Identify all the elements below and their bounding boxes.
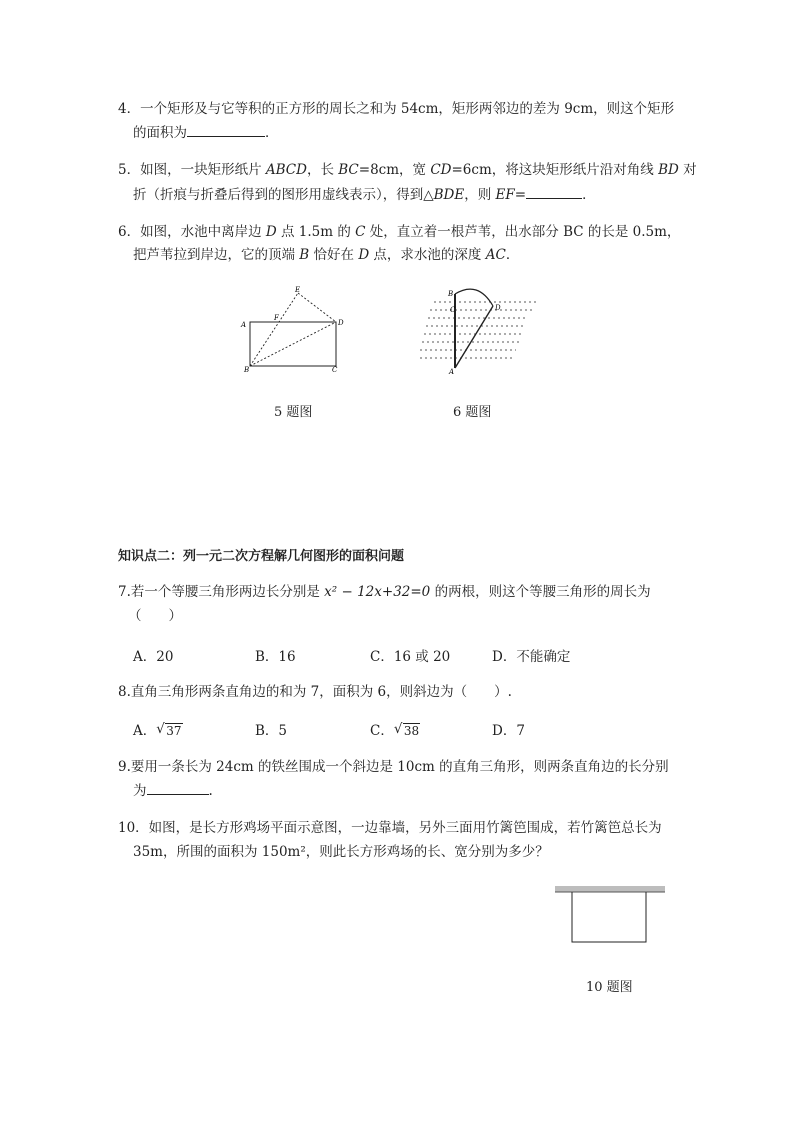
q7-option-a[interactable]: A．20 — [133, 649, 174, 665]
label-b: B — [244, 366, 250, 374]
answer-blank[interactable] — [147, 780, 209, 795]
figure-10-caption: 10 题图 — [586, 980, 633, 995]
label-d: D — [338, 319, 344, 327]
label-a: A — [449, 368, 455, 376]
figure-5 — [238, 286, 348, 378]
label-a: A — [241, 321, 247, 329]
q8-option-a[interactable]: A． √ 37 — [133, 721, 182, 739]
q5-line1: 5．如图，一块矩形纸片 ABCD，长 BC=8cm，宽 CD=6cm，将这块矩形纸片沿对角线 BD 对 — [118, 162, 697, 178]
q5-line2: 折（折痕与折叠后得到的图形用虚线表示），得到△BDE，则 EF= ． — [133, 184, 596, 205]
q7-line2: （ ） — [128, 608, 182, 624]
sqrt-symbol: √ 38 — [393, 721, 420, 738]
q8-text: 8.直角三角形两条直角边的和为 7，面积为 6，则斜边为（ ）. — [118, 684, 512, 700]
q4-line1: 4．一个矩形及与它等积的正方形的周长之和为 54cm，矩形两邻边的差为 9cm，则这个矩形 — [118, 101, 675, 117]
q6-line2: 把芦苇拉到岸边，它的顶端 B 恰好在 D 点，求水池的深度 AC． — [133, 247, 520, 263]
q6-line1: 6．如图，水池中离岸边 D 点 1.5m 的 C 处，直立着一根芦苇，出水部分 BC 的长是 0.5m， — [118, 224, 681, 240]
q7-line1: 7.若一个等腰三角形两边长分别是 x² − 12x+32=0 的两根，则这个等腰三角形的周长为 — [118, 584, 651, 600]
q10-line1: 10．如图，是长方形鸡场平面示意图，一边靠墙，另外三面用竹篱笆围成，若竹篱笆总长为 — [118, 820, 662, 836]
reed-arc — [455, 289, 493, 306]
label-f: F — [274, 314, 279, 322]
q8-option-d[interactable]: D．7 — [492, 723, 525, 739]
q7-option-d[interactable]: D．不能确定 — [492, 649, 571, 665]
section-heading: 知识点二：列一元二次方程解几何图形的面积问题 — [118, 549, 405, 564]
q8-option-c[interactable]: C． √ 38 — [370, 721, 420, 739]
q4-line2: 的面积为 ． — [133, 122, 279, 143]
label-b: B — [448, 290, 454, 298]
fence — [572, 892, 646, 942]
figure-5-caption: 5 题图 — [274, 405, 313, 420]
q7-option-b[interactable]: B．16 — [255, 649, 296, 665]
q7-option-c[interactable]: C．16 或 20 — [370, 649, 451, 665]
figure-6-caption: 6 题图 — [453, 405, 492, 420]
label-c: C — [450, 306, 456, 314]
figure-6 — [416, 284, 542, 376]
answer-blank[interactable] — [187, 122, 265, 137]
label-d: D — [495, 304, 501, 312]
wall — [555, 886, 665, 892]
label-c: C — [332, 366, 338, 374]
reed-ad — [455, 306, 493, 368]
fold-ed — [298, 293, 336, 322]
q8-option-b[interactable]: B．5 — [255, 723, 288, 739]
sqrt-symbol: √ 37 — [156, 721, 182, 738]
q9-line1: 9.要用一条长为 24cm 的铁丝围成一个斜边是 10cm 的直角三角形，则两条直角边的长分别 — [118, 759, 669, 775]
figure-10 — [553, 882, 667, 946]
diagonal-bd — [250, 322, 336, 366]
answer-blank[interactable] — [526, 184, 582, 199]
q9-line2: 为 . — [133, 780, 213, 801]
fold-be — [250, 293, 298, 366]
q10-line2: 35m，所围的面积为 150m²，则此长方形鸡场的长、宽分别为多少？ — [133, 844, 549, 860]
label-e: E — [295, 286, 301, 294]
